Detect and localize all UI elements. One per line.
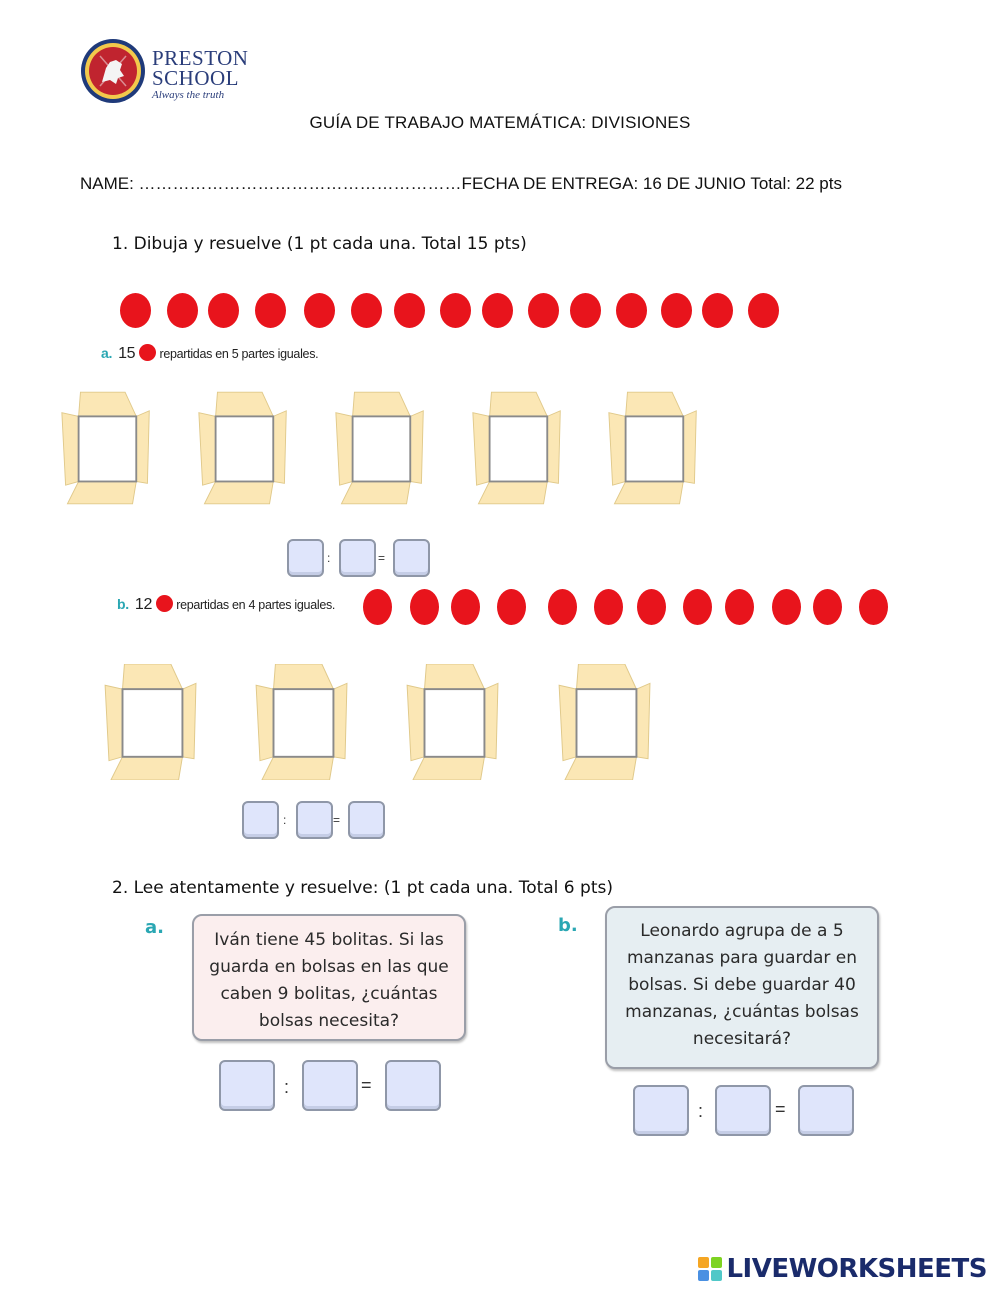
ball-icon[interactable] <box>772 589 801 625</box>
q1a-dividend-input[interactable] <box>287 539 324 577</box>
drop-box[interactable] <box>96 664 207 785</box>
school-name-line2: SCHOOL <box>152 66 240 90</box>
q2a-letter: a. <box>145 917 164 938</box>
q1b-divisor-input[interactable] <box>296 801 333 839</box>
liveworksheets-text: LIVEWORKSHEETS <box>726 1254 987 1284</box>
ball-icon[interactable] <box>548 589 577 625</box>
ball-icon[interactable] <box>859 589 888 625</box>
ball-icon[interactable] <box>304 293 335 328</box>
drop-box[interactable] <box>550 664 661 785</box>
q1b-divide-sign: : <box>283 813 287 827</box>
drop-box[interactable] <box>60 389 153 512</box>
school-crest-icon <box>80 38 146 104</box>
drop-box[interactable] <box>398 664 509 785</box>
q1a-divisor-input[interactable] <box>339 539 376 577</box>
ball-icon[interactable] <box>255 293 286 328</box>
q2b-equals-sign: = <box>775 1099 786 1119</box>
ball-icon[interactable] <box>208 293 239 328</box>
ball-icon[interactable] <box>440 293 471 328</box>
q1b-quotient-input[interactable] <box>348 801 385 839</box>
ball-icon[interactable] <box>528 293 559 328</box>
liveworksheets-brand <box>698 1254 987 1284</box>
q2a-equals-sign: = <box>361 1075 372 1095</box>
q2b-quotient-input[interactable] <box>798 1085 854 1136</box>
ball-icon[interactable] <box>616 293 647 328</box>
q1b-count: 12 <box>134 596 153 613</box>
q1b-text: repartidas en 4 partes iguales. <box>176 598 336 612</box>
q2a-divide-sign: : <box>284 1077 290 1097</box>
ball-icon[interactable] <box>167 293 198 328</box>
ball-icon[interactable] <box>363 589 392 625</box>
drop-box[interactable] <box>607 389 700 512</box>
ball-icon[interactable] <box>451 589 480 625</box>
page-title: GUÍA DE TRABAJO MATEMÁTICA: DIVISIONES <box>309 113 691 132</box>
drop-box[interactable] <box>471 389 564 512</box>
drop-box[interactable] <box>197 389 290 512</box>
q2b-dividend-input[interactable] <box>633 1085 689 1136</box>
q1b-dividend-input[interactable] <box>242 801 279 839</box>
ball-icon <box>139 344 156 361</box>
q2a-quotient-input[interactable] <box>385 1060 441 1111</box>
ball-icon[interactable] <box>482 293 513 328</box>
ball-icon[interactable] <box>120 293 151 328</box>
q2b-problem-text: Leonardo agrupa de a 5 manzanas para guardar en bolsas. Si debe guardar 40 manzanas, ¿cuántas bolsas necesitará? <box>625 921 859 1049</box>
q2b-letter: b. <box>558 915 578 936</box>
ball-icon[interactable] <box>661 293 692 328</box>
q2a-problem-text: Iván tiene 45 bolitas. Si las guarda en bolsas en las que caben 9 bolitas, ¿cuántas bolsas necesita? <box>209 930 449 1031</box>
q1a-letter: a. <box>101 345 113 361</box>
q2a-problem-card <box>192 914 466 1041</box>
q1a-quotient-input[interactable] <box>393 539 430 577</box>
q2a-dividend-input[interactable] <box>219 1060 275 1111</box>
q2b-divide-sign: : <box>698 1101 704 1121</box>
ball-icon[interactable] <box>570 293 601 328</box>
q1b-equals-sign: = <box>333 813 341 827</box>
q1b-letter: b. <box>117 596 129 612</box>
header-line: NAME: …………………………………………………FECHA DE ENTREGA: 16 DE JUNIO Total: 22 pts <box>80 174 842 193</box>
ball-icon[interactable] <box>410 589 439 625</box>
q1a-label <box>101 344 318 363</box>
liveworksheets-logo-icon <box>698 1257 722 1281</box>
ball-icon[interactable] <box>748 293 779 328</box>
ball-icon[interactable] <box>594 589 623 625</box>
ball-icon <box>156 595 173 612</box>
ball-icon[interactable] <box>702 293 733 328</box>
q1a-text: repartidas en 5 partes iguales. <box>159 347 319 361</box>
ball-icon[interactable] <box>351 293 382 328</box>
q1b-label <box>117 595 335 614</box>
q1a-divide-sign: : <box>327 551 331 565</box>
ball-icon[interactable] <box>637 589 666 625</box>
school-name-line1: PRESTON <box>152 46 249 70</box>
drop-box[interactable] <box>334 389 427 512</box>
q1a-count: 15 <box>118 345 136 362</box>
q2b-problem-card <box>605 906 879 1069</box>
ball-icon[interactable] <box>725 589 754 625</box>
q2b-divisor-input[interactable] <box>715 1085 771 1136</box>
ball-icon[interactable] <box>394 293 425 328</box>
ball-icon[interactable] <box>683 589 712 625</box>
ball-icon[interactable] <box>813 589 842 625</box>
drop-box[interactable] <box>247 664 358 785</box>
q2-heading: 2. Lee atentamente y resuelve: (1 pt cada una. Total 6 pts) <box>112 878 613 898</box>
ball-icon[interactable] <box>497 589 526 625</box>
q1a-equals-sign: = <box>378 551 386 565</box>
school-motto: Always the truth <box>152 89 225 101</box>
q1-heading: 1. Dibuja y resuelve (1 pt cada una. Total 15 pts) <box>112 234 527 254</box>
q2a-divisor-input[interactable] <box>302 1060 358 1111</box>
